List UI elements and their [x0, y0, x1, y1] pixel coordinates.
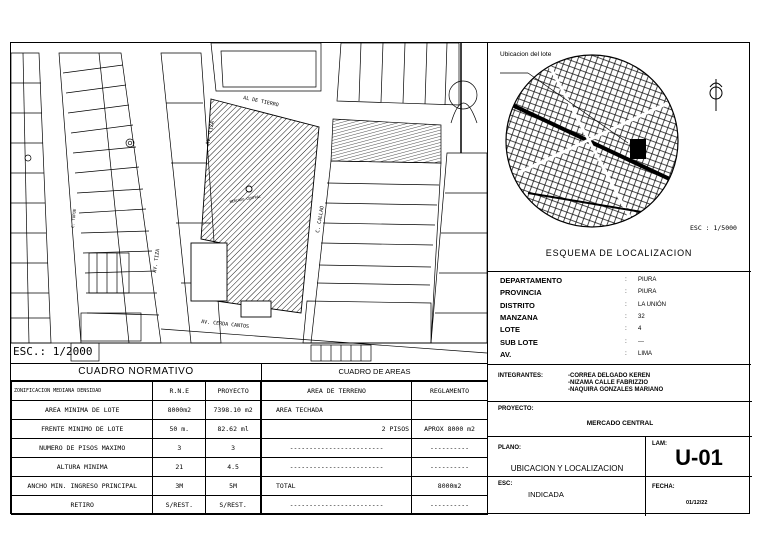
table-cell: 3: [153, 439, 206, 458]
location-title: ESQUEMA DE LOCALIZACION: [545, 248, 693, 258]
table-cell: 2 PISOS: [262, 420, 412, 439]
table-row: [12, 382, 261, 401]
lam-value: U-01: [675, 445, 723, 470]
info-value: 4: [638, 326, 642, 333]
plano-label: PLANO:: [498, 445, 521, 451]
table-cell: ------------------------: [262, 496, 412, 515]
table-row: [12, 496, 261, 515]
table-cell: AREA MINIMA DE LOTE: [12, 401, 153, 420]
street-label-callao: C. CALLAO: [315, 205, 326, 234]
table-cell: S/REST.: [206, 496, 261, 515]
esc-label: ESC:: [498, 481, 513, 487]
info-colon: :: [625, 276, 627, 283]
lot-label: MERCADO CENTRAL: [229, 194, 262, 204]
table-cell: ----------: [412, 439, 488, 458]
info-value: LA UNIÓN: [638, 301, 667, 308]
table-row: [262, 401, 488, 420]
info-label: DISTRITO: [500, 300, 535, 310]
table-cell: PROYECTO: [206, 382, 261, 401]
site-plan-map: [11, 43, 487, 363]
info-colon: :: [625, 312, 627, 320]
table-cell: RETIRO: [12, 496, 153, 515]
table-cell: ----------: [412, 458, 488, 477]
map-scale: ESC.: 1/2000: [13, 345, 93, 358]
table-cell: S/REST.: [153, 496, 206, 515]
drawing-sheet: [10, 42, 750, 514]
table-row: [262, 477, 488, 496]
table-cell: ALTURA MINIMA: [12, 458, 153, 477]
table-cell: ------------------------: [262, 458, 412, 477]
esc-value: INDICADA: [528, 490, 564, 499]
titleblock-integrantes: [488, 365, 752, 402]
cuadro-areas-title: CUADRO DE AREAS: [262, 364, 487, 381]
table-row: [12, 401, 261, 420]
table-cell: 3: [206, 439, 261, 458]
table-cell: 7398.10 m2: [206, 401, 261, 420]
titleblock-proyecto: [488, 402, 752, 437]
integrantes-label: INTEGRANTES:: [498, 373, 543, 379]
table-cell: 21: [153, 458, 206, 477]
table-row: [12, 420, 261, 439]
table-cell: ----------: [412, 496, 488, 515]
table-cell: [412, 401, 488, 420]
table-cell: TOTAL: [262, 477, 412, 496]
info-value: 32: [638, 313, 645, 320]
info-label: SUB LOTE: [500, 337, 538, 347]
info-value: PIURA: [638, 277, 657, 283]
north-arrow-icon: [710, 79, 722, 111]
street-label-av-bottom: AV. CERDA CANTOS: [200, 319, 250, 331]
cuadro-normativo-title: CUADRO NORMATIVO: [11, 364, 261, 381]
titleblock-esc: [488, 477, 646, 516]
table-cell: ANCHO MIN. INGRESO PRINCIPAL: [12, 477, 153, 496]
fecha-value: 01/12/22: [686, 500, 708, 506]
lot-marker: [630, 139, 646, 159]
info-value: LIMA: [638, 350, 653, 357]
table-cell: 82.62 ml: [206, 420, 261, 439]
table-cell: AREA TECHADA: [262, 401, 412, 420]
cuadro-areas: [261, 363, 487, 515]
integrante-2: -NIZAMA CALLE FABRIZZIO: [568, 380, 649, 386]
table-cell: 50 m.: [153, 420, 206, 439]
street-label-av-tiza-2: AV. TIZA: [152, 248, 162, 274]
location-circle-map: [488, 43, 750, 271]
table-cell: ------------------------: [262, 439, 412, 458]
table-cell: 5M: [206, 477, 261, 496]
proyecto-label: PROYECTO:: [498, 406, 534, 412]
titleblock-plano: [488, 437, 646, 477]
integrante-3: -NAQUIRA GONZALES MARIANO: [568, 387, 664, 393]
info-value: ---: [638, 338, 644, 345]
table-row: [262, 496, 488, 515]
table-row: [262, 458, 488, 477]
info-panel: [487, 272, 751, 364]
info-label: MANZANA: [500, 312, 538, 322]
plano-value: UBICACION Y LOCALIZACION: [510, 464, 624, 473]
fecha-label: FECHA:: [652, 484, 675, 490]
titleblock: [487, 364, 751, 515]
info-label: LOTE: [500, 325, 520, 335]
info-label: DEPARTAMENTO: [500, 276, 563, 285]
table-cell: ZONIFICACION MEDIANA DENSIDAD: [12, 382, 153, 401]
info-label: PROVINCIA: [500, 288, 542, 298]
table-cell: AREA DE TERRENO: [262, 382, 412, 401]
cuadro-normativo: [11, 363, 261, 515]
table-cell: FRENTE MINIMO DE LOTE: [12, 420, 153, 439]
titleblock-fecha: [646, 477, 752, 516]
info-colon: :: [625, 288, 627, 296]
block-right: [303, 119, 441, 343]
table-row: [262, 420, 488, 439]
info-colon: :: [625, 349, 627, 357]
lam-label: LAM:: [652, 441, 667, 447]
info-colon: :: [625, 300, 627, 308]
block-far-right: [431, 153, 487, 343]
location-scale: ESC : 1/5000: [690, 224, 737, 232]
info-colon: :: [625, 337, 627, 345]
table-cell: R.N.E: [153, 382, 206, 401]
table-cell: REGLAMENTO: [412, 382, 488, 401]
block-far-left: [11, 53, 51, 343]
info-label: AV.: [500, 349, 512, 359]
table-row: [12, 458, 261, 477]
table-cell: 4.5: [206, 458, 261, 477]
titleblock-lam: [646, 437, 752, 477]
info-value: PIURA: [638, 289, 657, 296]
table-row: [12, 439, 261, 458]
ubicacion-label: Ubicacion del lote: [500, 51, 552, 58]
integrante-1: -CORREA DELGADO KEREN: [568, 373, 651, 379]
table-cell: NUMERO DE PISOS MAXIMO: [12, 439, 153, 458]
block-left-center: [59, 53, 161, 343]
table-row: [12, 477, 261, 496]
street-label-side-left: C. TUPUE: [70, 208, 78, 229]
table-cell: 3M: [153, 477, 206, 496]
table-cell: 8000m2: [153, 401, 206, 420]
location-panel: [487, 43, 751, 272]
proyecto-value: MERCADO CENTRAL: [586, 420, 654, 427]
table-row: [262, 382, 488, 401]
street-label-av-tiza-1: AV. TIZA: [205, 120, 216, 146]
table-cell: APROX 8000 m2: [412, 420, 488, 439]
table-row: [262, 439, 488, 458]
info-colon: :: [625, 325, 627, 333]
block-top: [211, 43, 321, 91]
table-cell: 8000m2: [412, 477, 488, 496]
street-label-top: AL DE TIERRO: [242, 95, 280, 109]
